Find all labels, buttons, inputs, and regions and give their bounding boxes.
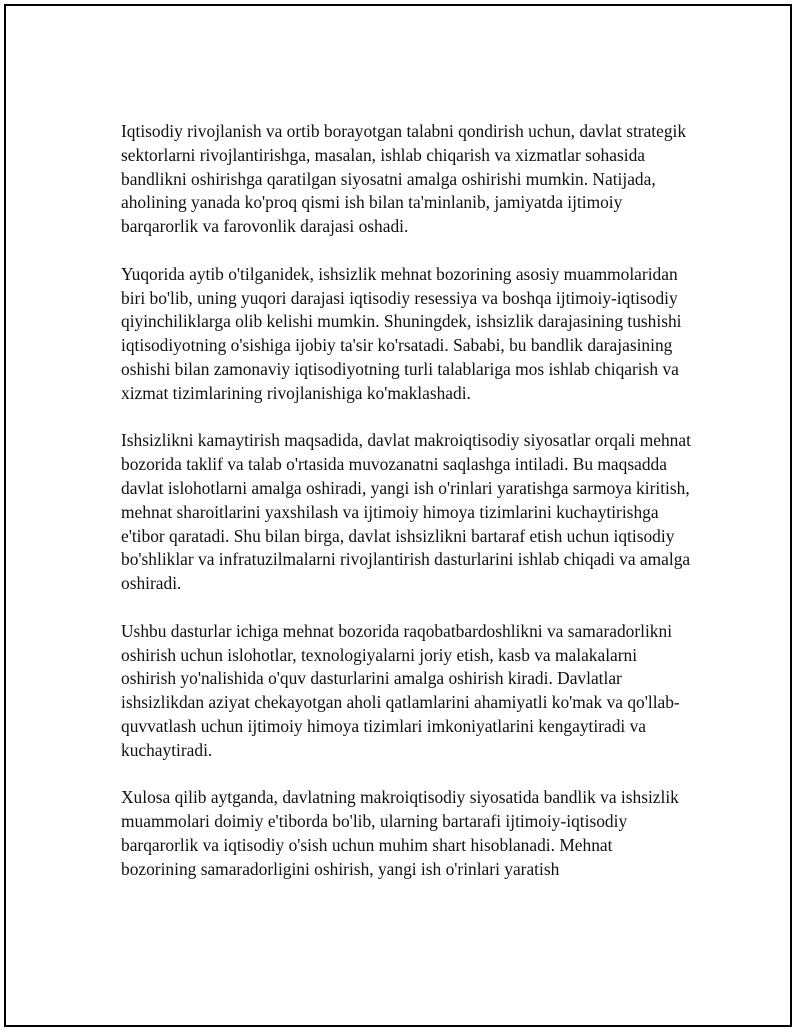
- paragraph-2: Yuqorida aytib o'tilganidek, ishsizlik mehnat bozorining asosiy muammolaridan biri bo'lib, uning yuqori darajasi iqtisodiy resessiya va boshqa ijtimoiy-iqtisodiy qiyinchiliklarga olib kelishi mumkin. Shuningdek, ishsizlik darajasining tushishi iqtisodiyotning o'sishiga ijobiy ta'sir ko'rsatadi. Sababi, bu bandlik darajasining oshishi bilan zamonaviy iqtisodiyotning turli talablariga mos ishlab chiqarish va xizmat tizimlarining rivojlanishiga ko'maklashadi.: [121, 263, 682, 403]
- document-page: [4, 4, 792, 1027]
- paragraph-1: Iqtisodiy rivojlanish va ortib borayotgan talabni qondirish uchun, davlat strategik sektorlarni rivojlantirishga, masalan, ishlab chiqarish va xizmatlar sohasida bandlikni oshirishga qaratilgan siyosatni amalga oshirishi mumkin. Natijada, aholining yanada ko'proq qismi ish bilan ta'minlanib, jamiyatda ijtimoiy barqarorlik va farovonlik darajasi oshadi.: [121, 121, 687, 237]
- document-body: [121, 120, 691, 905]
- paragraph-4: Ushbu dasturlar ichiga mehnat bozorida raqobatbardoshlikni va samaradorlikni oshirish uchun islohotlar, texnologiyalarni joriy etish, kasb va malakalarni oshirish yo'nalishida o'quv dasturlarini amalga oshirish kiradi. Davlatlar ishsizlikdan aziyat chekayotgan aholi qatlamlarini ahamiyatli ko'mak va qo'llab-quvvatlash uchun ijtimoiy himoya tizimlari imkoniyatlarini kengaytiradi va kuchaytiradi.: [121, 620, 680, 760]
- paragraph-5: Xulosa qilib aytganda, davlatning makroiqtisodiy siyosatida bandlik va ishsizlik muammolari doimiy e'tiborda bo'lib, ularning bartarafi ijtimoiy-iqtisodiy barqarorlik va iqtisodiy o'sish uchun muhim shart hisoblanadi. Mehnat bozorining samaradorligini oshirish, yangi ish o'rinlari yaratish: [121, 787, 679, 879]
- paragraph-3: Ishsizlikni kamaytirish maqsadida, davlat makroiqtisodiy siyosatlar orqali mehnat bozorida taklif va talab o'rtasida muvozanatni saqlashga intiladi. Bu maqsadda davlat islohotlarni amalga oshiradi, yangi ish o'rinlari yaratishga sarmoya kiritish, mehnat sharoitlarini yaxshilash va ijtimoiy himoya tizimlarini kuchaytirishga e'tibor qaratadi. Shu bilan birga, davlat ishsizlikni bartaraf etish uchun iqtisodiy bo'shliklar va infratuzilmalarni rivojlantirish dasturlarini ishlab chiqadi va amalga oshiradi.: [121, 430, 691, 594]
